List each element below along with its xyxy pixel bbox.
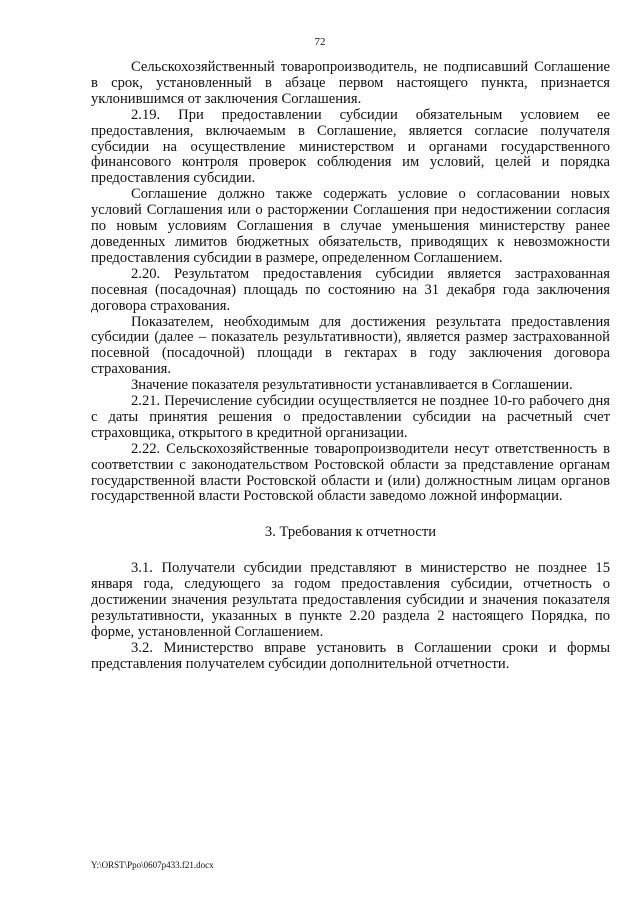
paragraph: Показателем, необходимым для достижения результата предоставления субсидии (далее – показатель результативности), является размер застрахованной посевной (посадочной) площади в гектарах в году заключения договора страхования. (91, 313, 610, 378)
paragraph: 2.19. При предоставлении субсидии обязательным условием ее предоставления, включаемым в Соглашение, является согласие получателя субсидии на осуществление министерством и органами государственного финансового контроля проверок соблюдения им условий, целей и порядка предоставления субсидии. (91, 106, 610, 187)
section-heading: 3. Требования к отчетности (264, 524, 437, 541)
document-body (91, 60, 610, 673)
paragraph: 2.20. Результатом предоставления субсидии является застрахованная посевная (посадочная) площадь по состоянию на 31 декабря года заключения договора страхования. (91, 265, 610, 314)
paragraph: 3.2. Министерство вправе установить в Соглашении сроки и формы представления получателем субсидии дополнительной отчетности. (91, 639, 610, 672)
paragraph: 2.22. Сельскохозяйственные товаропроизводители несут ответственность в соответствии с законодательством Ростовской области за представление органам государственной власти Ростовской области и (или) должностным лицам органов государственной власти Ростовской области заведомо ложной информации. (91, 440, 610, 505)
paragraph: Соглашение должно также содержать условие о согласовании новых условий Соглашения или о расторжении Соглашения при недостижении согласия по новым условиям Соглашения в случае уменьшения министерству ранее доведенных лимитов бюджетных обязательств, приводящих к невозможности предоставления субсидии в размере, определенном Соглашением. (91, 186, 610, 266)
paragraph: Сельскохозяйственный товаропроизводитель, не подписавший Соглашение в срок, установленный в абзаце первом настоящего пункта, признается уклонившимся от заключения Соглашения. (91, 59, 610, 107)
footer-file-path: Y:\ORST\Ppo\0607p433.f21.docx (91, 860, 214, 870)
page-number: 72 (314, 36, 326, 48)
paragraph: 2.21. Перечисление субсидии осуществляется не позднее 10-го рабочего дня с даты принятия решения о предоставлении субсидии на расчетный счет страховщика, открытого в кредитной организации. (91, 393, 610, 441)
paragraph: 3.1. Получатели субсидии представляют в министерство не позднее 15 января года, следующего за годом предоставления субсидии, отчетность о достижении значения результата предоставления субсидии и значения показателя результативности, указанных в пункте 2.20 раздела 2 настоящего Порядка, по форме, установленной Соглашением. (91, 560, 610, 640)
paragraph: Значение показателя результативности устанавливается в Соглашении. (131, 377, 573, 394)
